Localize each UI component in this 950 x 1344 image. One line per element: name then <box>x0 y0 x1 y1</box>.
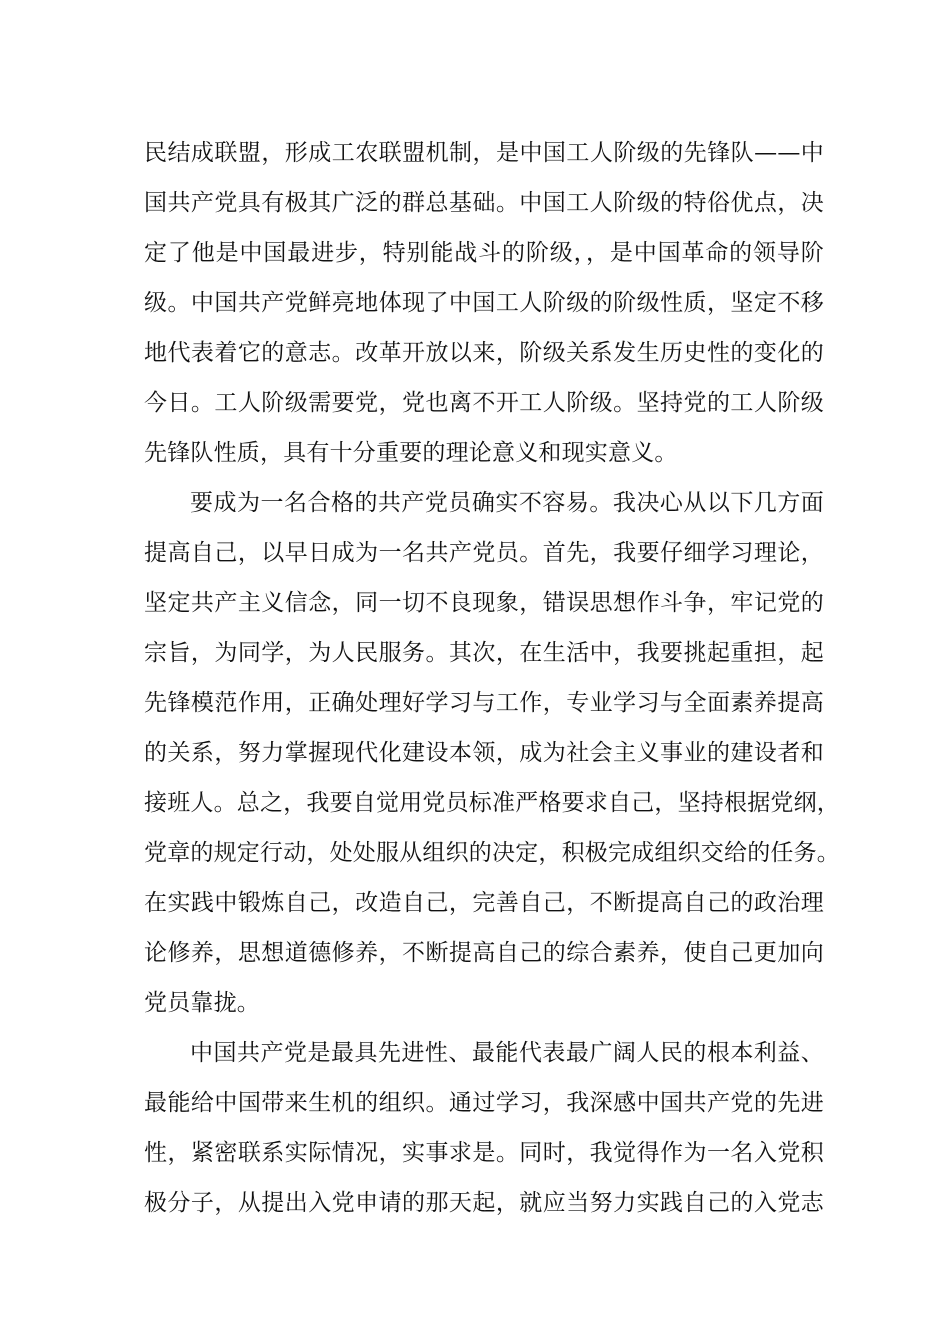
document-body <box>144 128 840 1228</box>
text-line: 先锋模范作用，正确处理好学习与工作，专业学习与全面素养提高 <box>144 690 824 716</box>
text-line: 性，紧密联系实际情况，实事求是。同时，我觉得作为一名入党积 <box>144 1140 824 1166</box>
text-line: 在实践中锻炼自己，改造自己，完善自己，不断提高自己的政治理 <box>144 890 824 916</box>
paragraph-1 <box>144 128 824 478</box>
text-line: 最能给中国带来生机的组织。通过学习，我深感中国共产党的先进 <box>144 1090 824 1116</box>
text-line: 国共产党具有极其广泛的群总基础。中国工人阶级的特俗优点，决 <box>144 190 824 216</box>
text-line: 坚定共产主义信念，同一切不良现象，错误思想作斗争，牢记党的 <box>144 590 824 616</box>
paragraph-2 <box>144 478 840 1028</box>
text-line: 级。中国共产党鲜亮地体现了中国工人阶级的阶级性质，坚定不移 <box>144 290 824 316</box>
text-line: 民结成联盟，形成工农联盟机制，是中国工人阶级的先锋队——中 <box>144 140 824 166</box>
text-line: 的关系，努力掌握现代化建设本领，成为社会主义事业的建设者和 <box>144 740 824 766</box>
text-line: 要成为一名合格的共产党员确实不容易。我决心从以下几方面 <box>190 490 824 516</box>
text-line: 宗旨，为同学，为人民服务。其次，在生活中，我要挑起重担，起 <box>144 640 824 666</box>
text-line: 接班人。总之，我要自觉用党员标准严格要求自己，坚持根据党纲， <box>144 790 840 816</box>
text-line: 党章的规定行动，处处服从组织的决定，积极完成组织交给的任务。 <box>144 840 840 866</box>
text-line: 地代表着它的意志。改革开放以来，阶级关系发生历史性的变化的 <box>144 340 824 366</box>
text-line: 论修养，思想道德修养，不断提高自己的综合素养，使自己更加向 <box>144 940 824 966</box>
text-line: 先锋队性质，具有十分重要的理论意义和现实意义。 <box>144 440 678 466</box>
text-line: 今日。工人阶级需要党，党也离不开工人阶级。坚持党的工人阶级 <box>144 390 824 416</box>
text-line: 中国共产党是最具先进性、最能代表最广阔人民的根本利益、 <box>190 1040 824 1066</box>
paragraph-3 <box>144 1028 824 1228</box>
text-line: 定了他是中国最进步，特别能战斗的阶级，，是中国革命的领导阶 <box>144 240 824 266</box>
text-line: 提高自己，以早日成为一名共产党员。首先，我要仔细学习理论， <box>144 540 824 566</box>
text-line: 党员靠拢。 <box>144 990 260 1016</box>
text-line: 极分子，从提出入党申请的那天起，就应当努力实践自己的入党志 <box>144 1190 824 1216</box>
